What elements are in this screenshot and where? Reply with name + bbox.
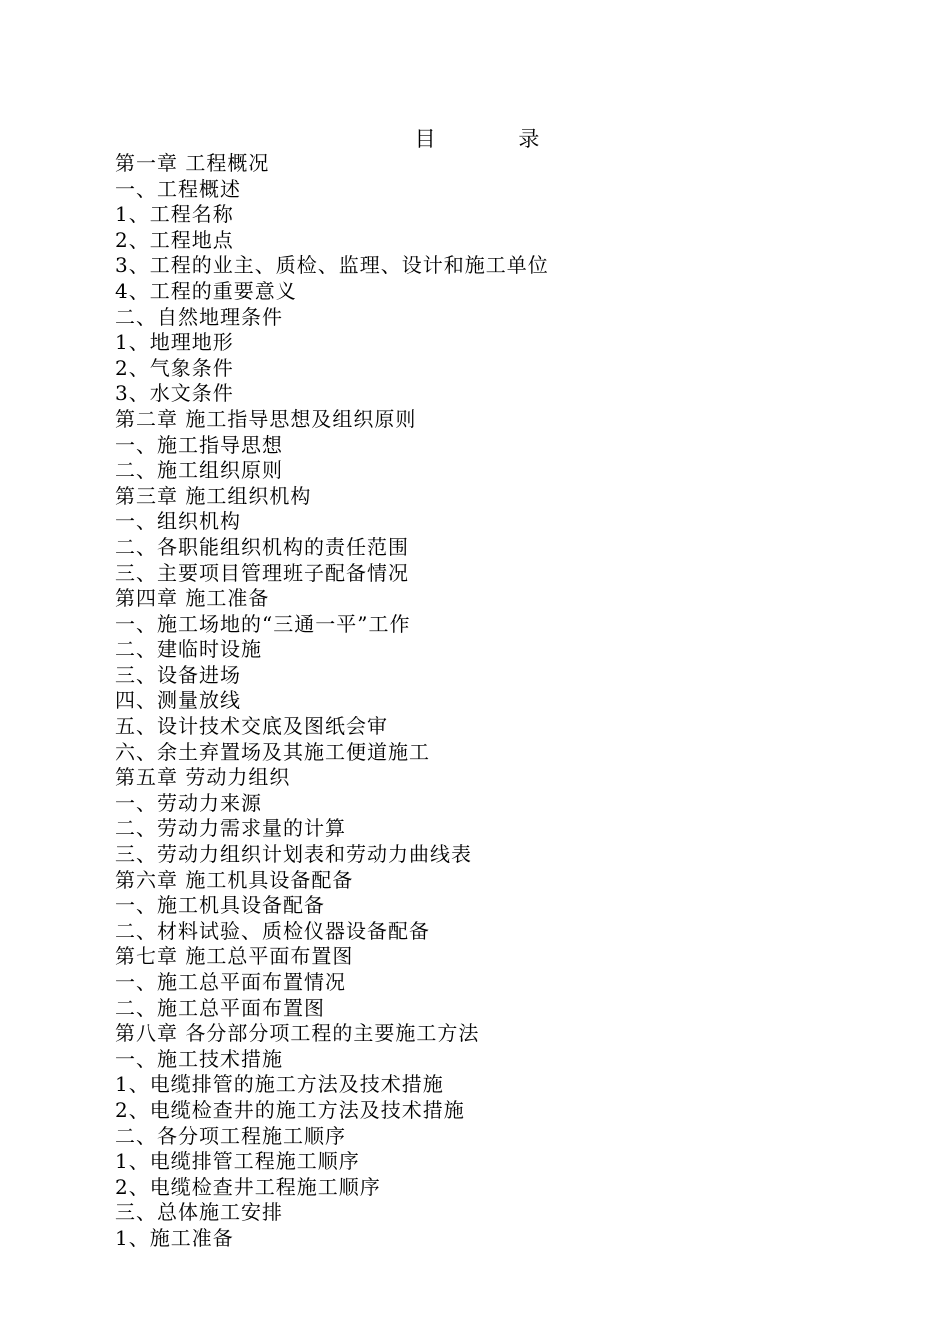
toc-entry: 二、材料试验、质检仪器设备配备	[115, 918, 430, 943]
toc-entry: 第七章 施工总平面布置图	[115, 944, 354, 969]
toc-entry: 第一章 工程概况	[115, 151, 270, 175]
toc-entry: 1、电缆排管工程施工顺序	[115, 1149, 360, 1174]
toc-entry: 五、设计技术交底及图纸会审	[115, 714, 388, 739]
toc-entry: 2、电缆检查井的施工方法及技术措施	[115, 1097, 465, 1122]
toc-entry: 3、工程的业主、质检、监理、设计和施工单位	[115, 253, 549, 278]
toc-entry: 4、工程的重要意义	[115, 278, 297, 303]
toc-entry: 三、设备进场	[115, 662, 241, 687]
toc-entry: 2、气象条件	[115, 355, 234, 380]
toc-entry: 2、工程地点	[115, 227, 234, 252]
toc-entry: 第八章 各分部分项工程的主要施工方法	[115, 1021, 480, 1046]
toc-entry: 二、施工总平面布置图	[115, 995, 325, 1020]
toc-entry: 二、各分项工程施工顺序	[115, 1123, 346, 1148]
toc-entry: 一、施工技术措施	[115, 1046, 283, 1071]
toc-entry: 第六章 施工机具设备配备	[115, 867, 354, 892]
toc-entry: 一、劳动力来源	[115, 790, 262, 815]
toc-entry: 1、施工准备	[115, 1225, 234, 1250]
toc-entry: 二、施工组织原则	[115, 458, 283, 483]
toc-entry: 1、地理地形	[115, 330, 234, 355]
toc-entry: 第五章 劳动力组织	[115, 765, 291, 790]
toc-entry: 1、工程名称	[115, 202, 234, 227]
toc-entry: 第二章 施工指导思想及组织原则	[115, 406, 417, 431]
toc-entry: 3、水文条件	[115, 381, 234, 406]
toc-entry: 一、工程概述	[115, 176, 241, 201]
toc-title: 目 录	[414, 127, 578, 151]
toc-list	[115, 151, 549, 1252]
toc-entry: 第三章 施工组织机构	[115, 483, 312, 508]
toc-entry: 二、建临时设施	[115, 637, 262, 662]
toc-entry: 四、测量放线	[115, 688, 241, 713]
toc-entry: 一、组织机构	[115, 509, 241, 534]
toc-entry: 二、各职能组织机构的责任范围	[115, 534, 409, 559]
toc-entry: 第四章 施工准备	[115, 586, 270, 611]
toc-entry: 三、主要项目管理班子配备情况	[115, 560, 409, 585]
toc-entry: 1、电缆排管的施工方法及技术措施	[115, 1072, 444, 1097]
toc-entry: 2、电缆检查井工程施工顺序	[115, 1174, 381, 1199]
toc-entry: 一、施工指导思想	[115, 432, 283, 457]
toc-entry: 六、余土弃置场及其施工便道施工	[115, 739, 430, 764]
toc-entry: 一、施工总平面布置情况	[115, 970, 346, 994]
toc-entry: 三、总体施工安排	[115, 1200, 283, 1225]
toc-entry: 二、自然地理条件	[115, 304, 283, 329]
toc-entry: 一、施工机具设备配备	[115, 893, 325, 918]
toc-entry: 一、施工场地的“三通一平”工作	[115, 611, 411, 636]
toc-entry: 二、劳动力需求量的计算	[115, 816, 346, 841]
toc-entry: 三、劳动力组织计划表和劳动力曲线表	[115, 842, 472, 867]
